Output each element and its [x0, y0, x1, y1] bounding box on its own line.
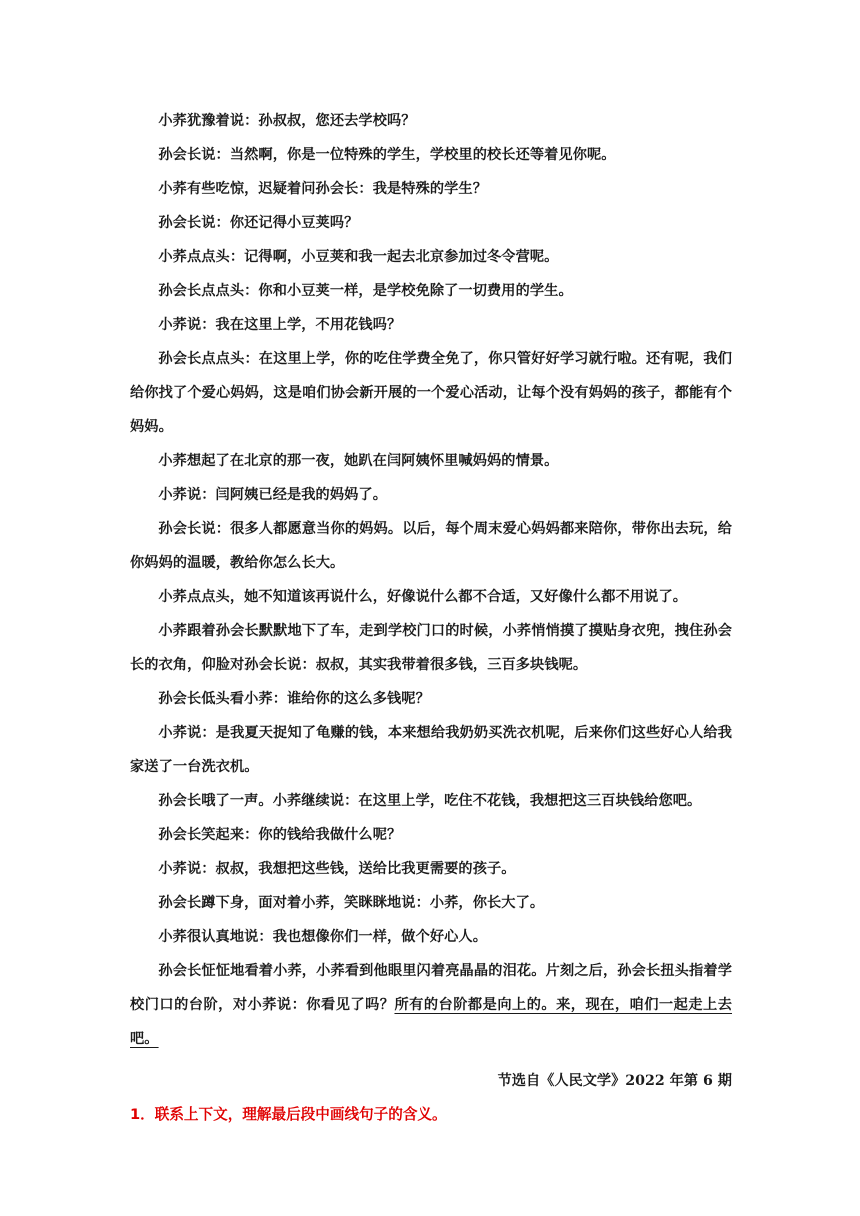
document-body: [130, 104, 732, 1132]
last-paragraph: [130, 954, 732, 1056]
paragraph: 小荞说：叔叔，我想把这些钱，送给比我更需要的孩子。: [158, 861, 516, 877]
paragraph: 孙会长说：很多人都愿意当你的妈妈。以后，每个周末爱心妈妈都来陪你，带你出去玩，给你妈妈的温暖，教给你怎么长大。: [130, 521, 732, 571]
paragraph: 小荞有些吃惊，迟疑着问孙会长：我是特殊的学生？: [158, 181, 488, 197]
paragraph: 孙会长点点头：在这里上学，你的吃住学费全免了，你只管好好学习就行啦。还有呢，我们给你找了个爱心妈妈，这是咱们协会新开展的一个爱心活动，让每个没有妈妈的孩子，都能有个妈妈。: [130, 351, 732, 435]
paragraph: 孙会长蹲下身，面对着小荞，笑眯眯地说：小荞，你长大了。: [158, 895, 545, 911]
paragraph: 孙会长说：你还记得小豆荚吗？: [158, 215, 359, 231]
paragraph: 孙会长哦了一声。小荞继续说：在这里上学，吃住不花钱，我想把这三百块钱给您吧。: [158, 793, 702, 809]
paragraph: 小荞跟着孙会长默默地下了车，走到学校门口的时候，小荞悄悄摸了摸贴身衣兜，拽住孙会长的衣角，仰脸对孙会长说：叔叔，其实我带着很多钱，三百多块钱呢。: [130, 623, 732, 673]
question-1: 1．联系上下文，理解最后段中画线句子的含义。: [130, 1106, 447, 1123]
underlined-sentence: 所有的台阶都是向上的。来，现在，咱们一起走上去吧。: [130, 997, 732, 1047]
paragraph: 小荞想起了在北京的那一夜，她趴在闫阿姨怀里喊妈妈的情景。: [158, 453, 559, 469]
paragraph: 孙会长说：当然啊，你是一位特殊的学生，学校里的校长还等着见你呢。: [158, 147, 616, 163]
source-citation: 节选自《人民文学》2022 年第 6 期: [497, 1073, 732, 1089]
paragraph: 孙会长低头看小荞：谁给你的这么多钱呢？: [158, 691, 430, 707]
last-paragraph-text: 孙会长怔怔地看着小荞，小荞看到他眼里闪着亮晶晶的泪花。片刻之后，孙会长扭头指着学校门口的台阶，对小荞说：你看见了吗？: [130, 963, 732, 1013]
paragraph: 小荞点点头，她不知道该再说什么，好像说什么都不合适，又好像什么都不用说了。: [158, 589, 688, 605]
paragraph: 小荞说：我在这里上学，不用花钱吗？: [158, 317, 402, 333]
paragraph: 小荞犹豫着说：孙叔叔，您还去学校吗？: [158, 113, 416, 129]
paragraph: 小荞点点头：记得啊，小豆荚和我一起去北京参加过冬令营呢。: [158, 249, 559, 265]
paragraph: 孙会长笑起来：你的钱给我做什么呢？: [158, 827, 402, 843]
paragraph: 孙会长点点头：你和小豆荚一样，是学校免除了一切费用的学生。: [158, 283, 573, 299]
paragraph: 小荞说：闫阿姨已经是我的妈妈了。: [158, 487, 387, 503]
paragraph: 小荞很认真地说：我也想像你们一样，做个好心人。: [158, 929, 488, 945]
paragraph: 小荞说：是我夏天捉知了龟赚的钱，本来想给我奶奶买洗衣机呢，后来你们这些好心人给我家送了一台洗衣机。: [130, 725, 732, 775]
